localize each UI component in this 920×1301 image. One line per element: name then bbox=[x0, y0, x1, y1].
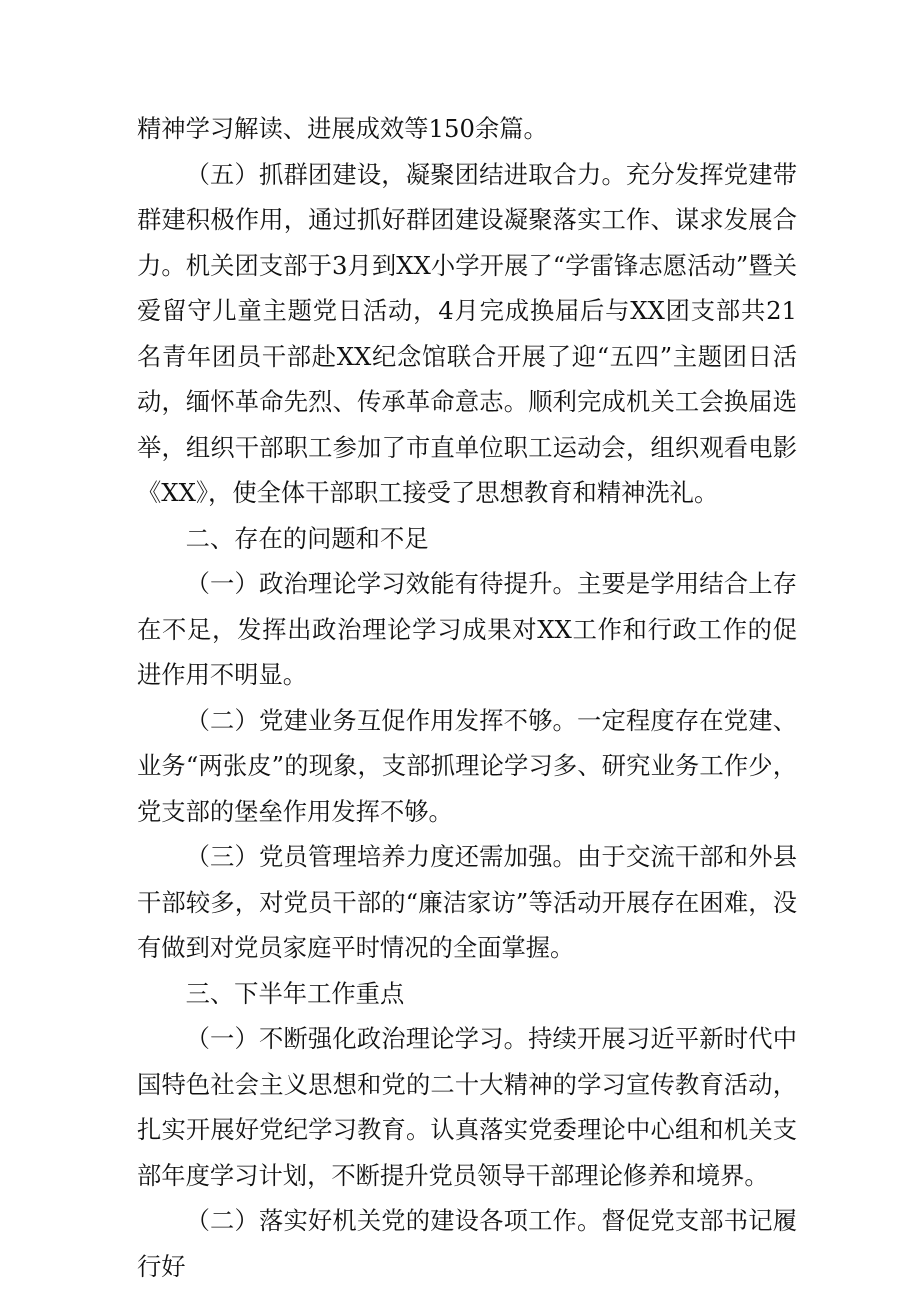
paragraph-problem-2: （二）党建业务互促作用发挥不够。一定程度存在党建、业务“两张皮”的现象，支部抓理论学习多、研究业务工作少，党支部的堡垒作用发挥不够。 bbox=[137, 705, 797, 826]
paragraph-focus-1: （一）不断强化政治理论学习。持续开展习近平新时代中国特色社会主义思想和党的二十大精神的学习宣传教育活动，扎实开展好党纪学习教育。认真落实党委理论中心组和机关支部年度学习计划，不断提升党员领导干部理论修养和境界。 bbox=[137, 1024, 797, 1190]
paragraph-mass-organizations: （五）抓群团建设，凝聚团结进取合力。充分发挥党建带群建积极作用，通过抓好群团建设凝聚落实工作、谋求发展合力。机关团支部于3月到XX小学开展了“学雷锋志愿活动”暨关爱留守儿童主题党日活动，4月完成换届后与XX团支部共21名青年团员干部赴XX纪念馆联合开展了迎“五四”主题团日活动，缅怀革命先烈、传承革命意志。顺利完成机关工会换届选举，组织干部职工参加了市直单位职工运动会，组织观看电影《XX》，使全体干部职工接受了思想教育和精神洗礼。 bbox=[137, 159, 797, 507]
section-heading-next-half: 三、下半年工作重点 bbox=[185, 978, 405, 1008]
paragraph-continuation: 精神学习解读、进展成效等150余篇。 bbox=[137, 114, 548, 143]
document-page bbox=[137, 106, 797, 1289]
section-heading-problems: 二、存在的问题和不足 bbox=[185, 523, 429, 553]
paragraph-problem-3: （三）党员管理培养力度还需加强。由于交流干部和外县干部较多，对党员干部的“廉洁家访”等活动开展存在困难，没有做到对党员家庭平时情况的全面掌握。 bbox=[137, 842, 797, 962]
paragraph-focus-2: （二）落实好机关党的建设各项工作。督促党支部书记履行好 bbox=[137, 1206, 797, 1281]
paragraph-problem-1: （一）政治理论学习效能有待提升。主要是学用结合上存在不足，发挥出政治理论学习成果对XX工作和行政工作的促进作用不明显。 bbox=[137, 569, 797, 689]
